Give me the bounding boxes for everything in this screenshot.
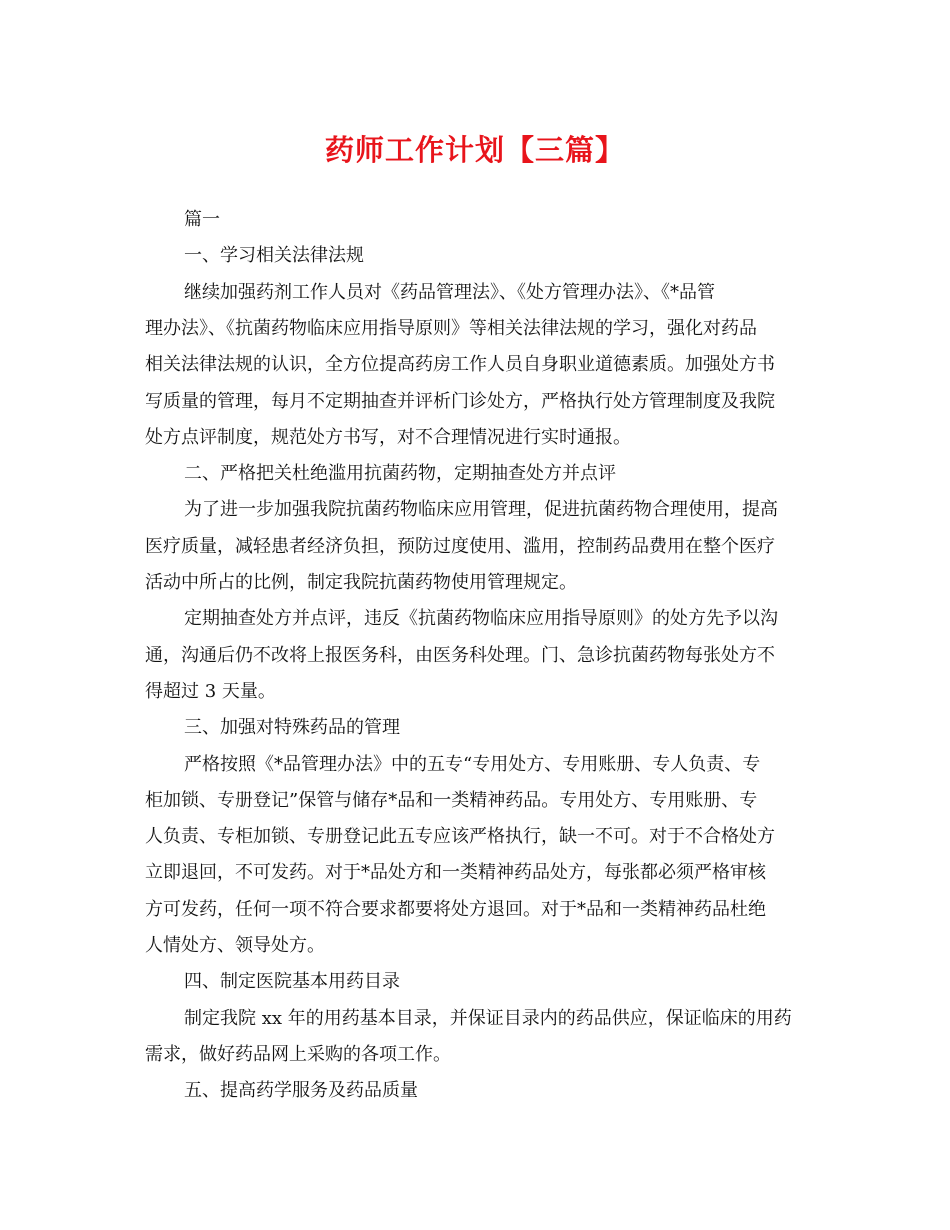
text-line: 为了进一步加强我院抗菌药物临床应用管理，促进抗菌药物合理使用，提高 <box>184 499 778 521</box>
text-line: 人情处方、领导处方。 <box>145 935 325 956</box>
text-line: 二、严格把关杜绝滥用抗菌药物，定期抽查处方并点评 <box>184 463 616 485</box>
text-line: 活动中所占的比例，制定我院抗菌药物使用管理规定。 <box>145 572 577 593</box>
text-line: 五、提高药学服务及药品质量 <box>184 1080 418 1102</box>
text-line: 严格按照《*品管理办法》中的五专“专用处方、专用账册、专人负责、专 <box>184 753 761 775</box>
text-line: 人负责、专柜加锁、专册登记此五专应该严格执行，缺一不可。对于不合格处方 <box>145 826 775 848</box>
text-line: 制定我院 xx 年的用药基本目录，并保证目录内的药品供应，保证临床的用药 <box>184 1007 792 1029</box>
text-line: 需求，做好药品网上采购的各项工作。 <box>145 1043 451 1065</box>
text-line: 医疗质量，减轻患者经济负担，预防过度使用、滥用，控制药品费用在整个医疗 <box>145 535 775 557</box>
text-line: 柜加锁、专册登记”保管与储存*品和一类精神药品。专用处方、专用账册、专 <box>145 789 758 811</box>
text-line: 三、加强对特殊药品的管理 <box>184 717 400 739</box>
text-line: 得超过 3 天量。 <box>145 680 276 702</box>
text-line: 一、学习相关法律法规 <box>184 245 364 267</box>
text-line: 立即退回，不可发药。对于*品处方和一类精神药品处方，每张都必须严格审核 <box>145 862 766 884</box>
text-line: 相关法律法规的认识，全方位提高药房工作人员自身职业道德素质。加强处方书 <box>145 354 775 376</box>
text-line: 处方点评制度，规范处方书写，对不合理情况进行实时通报。 <box>145 426 631 448</box>
text-line: 四、制定医院基本用药目录 <box>184 971 400 993</box>
text-line: 通，沟通后仍不改将上报医务科，由医务科处理。门、急诊抗菌药物每张处方不 <box>145 644 775 666</box>
text-line: 写质量的管理，每月不定期抽查并评析门诊处方，严格执行处方管理制度及我院 <box>145 390 775 412</box>
text-line: 篇一 <box>184 209 220 230</box>
document-title: 药师工作计划【三篇】 <box>324 133 625 167</box>
text-line: 定期抽查处方并点评，违反《抗菌药物临床应用指导原则》的处方先予以沟 <box>184 608 778 630</box>
text-line: 方可发药，任何一项不符合要求都要将处方退回。对于*品和一类精神药品杜绝 <box>145 898 766 920</box>
text-line: 理办法》、《抗菌药物临床应用指导原则》等相关法律法规的学习，强化对药品 <box>145 317 757 339</box>
text-line: 继续加强药剂工作人员对《药品管理法》、《处方管理办法》、《*品管 <box>184 281 715 303</box>
